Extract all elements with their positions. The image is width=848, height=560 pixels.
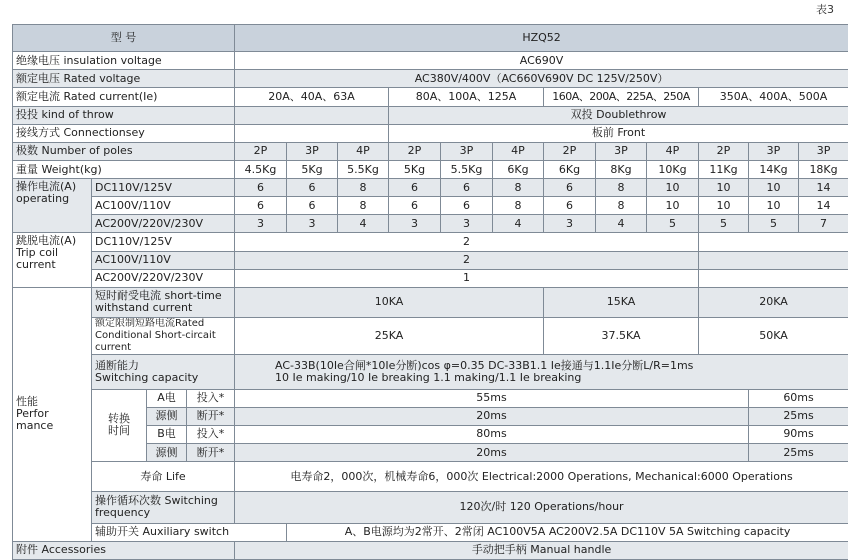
transfer-action: 投入* [187, 425, 235, 443]
operating-cell: 6 [235, 179, 287, 197]
poles-cell: 4P [647, 142, 699, 160]
throw-label: 投投 kind of throw [13, 106, 235, 124]
operating-cell: 14 [799, 197, 848, 215]
operating-cell: 10 [749, 197, 799, 215]
rated-current-group: 80A、100A、125A [389, 88, 544, 106]
auxiliary-value: A、B电源均为2常开、2常闭 AC100V5A AC200V2.5A DC110V 5A Switching capacity [287, 523, 848, 541]
short-circuit-label-line: current [95, 342, 132, 354]
trip-label-en: current [16, 258, 56, 272]
auxiliary-label: 辅助开关 Auxiliary switch [92, 523, 287, 541]
operating-cell: 3 [235, 215, 287, 233]
rated-current-group: 350A、400A、500A [699, 88, 848, 106]
rated-current-group: 160A、200A、225A、250A [544, 88, 699, 106]
weight-cell: 6Kg [544, 160, 596, 178]
short-time-label [92, 287, 235, 317]
poles-cell: 3P [441, 142, 493, 160]
transfer-time: 25ms [749, 407, 848, 425]
life-value: 电寿命2，000次，机械寿命6，000次 Electrical:2000 Operations, Mechanical:6000 Operations [235, 462, 848, 492]
short-circuit-value: 37.5KA [544, 318, 699, 355]
throw-value: 双投 Doublethrow [389, 106, 848, 124]
trip-label [13, 233, 92, 287]
poles-cell: 2P [235, 142, 287, 160]
poles-cell: 4P [493, 142, 544, 160]
short-time-label-en: withstand current [95, 301, 193, 315]
weight-cell: 5Kg [389, 160, 441, 178]
transfer-source: 源侧 [147, 443, 187, 461]
transfer-action: 断开* [187, 443, 235, 461]
operating-cell: 8 [596, 197, 647, 215]
transfer-action: 投入* [187, 389, 235, 407]
auxiliary-row [13, 523, 848, 541]
weight-cell: 5Kg [287, 160, 338, 178]
poles-cell: 3P [749, 142, 799, 160]
trip-value: 2 [235, 233, 699, 251]
poles-cell: 2P [544, 142, 596, 160]
throw-row [13, 106, 848, 124]
connection-value: 板前 Front [389, 124, 848, 142]
short-circuit-label-line: 额定限制短路电流Rated [95, 318, 205, 330]
operating-cell: 4 [493, 215, 544, 233]
poles-cell: 4P [338, 142, 389, 160]
insulation-row [13, 52, 848, 70]
trip-sub-label: AC200V/220V/230V [92, 269, 235, 287]
weight-cell: 6Kg [493, 160, 544, 178]
operating-cell: 6 [389, 179, 441, 197]
trip-label-cn: 跳脱电流(A) [16, 234, 77, 248]
operating-cell: 6 [544, 179, 596, 197]
operating-sub-label: AC100V/110V [92, 197, 235, 215]
operating-label-cn: 操作电流(A) [16, 180, 77, 194]
life-row [13, 462, 848, 492]
rated-voltage-label: 额定电压 Rated voltage [13, 70, 235, 88]
trip-row [13, 233, 848, 251]
trip-sub-label: AC100V/110V [92, 251, 235, 269]
operating-cell: 6 [287, 179, 338, 197]
poles-label: 极数 Number of poles [13, 142, 235, 160]
weight-label: 重量 Weight(kg) [13, 160, 235, 178]
operating-cell: 8 [596, 179, 647, 197]
spec-table [12, 24, 848, 560]
operating-cell: 7 [799, 215, 848, 233]
trip-empty [699, 269, 848, 287]
operating-cell: 3 [441, 215, 493, 233]
connection-empty [235, 124, 389, 142]
operating-cell: 8 [493, 179, 544, 197]
short-time-value: 10KA [235, 287, 544, 317]
performance-label-en: mance [16, 419, 54, 433]
header-row [13, 25, 848, 52]
transfer-source: B电 [147, 425, 187, 443]
short-circuit-value: 50KA [699, 318, 848, 355]
transfer-time: 90ms [749, 425, 848, 443]
trip-empty [699, 233, 848, 251]
operating-cell: 3 [389, 215, 441, 233]
operating-cell: 4 [596, 215, 647, 233]
operating-cell: 6 [235, 197, 287, 215]
short-circuit-value: 25KA [235, 318, 544, 355]
operating-row [13, 179, 848, 197]
poles-cell: 3P [799, 142, 848, 160]
weight-cell: 14Kg [749, 160, 799, 178]
header-label: 型 号 [13, 25, 235, 52]
accessories-row [13, 541, 848, 559]
trip-sub-label: DC110V/125V [92, 233, 235, 251]
rated-current-group: 20A、40A、63A [235, 88, 389, 106]
operating-cell: 6 [544, 197, 596, 215]
operating-cell: 8 [338, 197, 389, 215]
switching-value [235, 355, 848, 389]
operating-cell: 6 [389, 197, 441, 215]
transfer-label-line: 转换 [108, 412, 130, 426]
connection-label: 接线方式 Connectionsey [13, 124, 235, 142]
rated-current-row [13, 88, 848, 106]
connection-row [13, 124, 848, 142]
switching-label-cn: 通断能力 [95, 358, 139, 372]
weight-cell: 5.5Kg [338, 160, 389, 178]
operating-label-en: operating [16, 192, 70, 206]
performance-label [13, 287, 92, 541]
switching-label [92, 355, 235, 389]
accessories-label: 附件 Accessories [13, 541, 235, 559]
insulation-value: AC690V [235, 52, 848, 70]
operating-cell: 10 [647, 197, 699, 215]
short-time-value: 15KA [544, 287, 699, 317]
transfer-time: 80ms [235, 425, 749, 443]
transfer-row [13, 389, 848, 407]
performance-label-cn: 性能 [16, 395, 38, 409]
operating-cell: 10 [647, 179, 699, 197]
operating-sub-label: DC110V/125V [92, 179, 235, 197]
trip-value: 1 [235, 269, 699, 287]
performance-label-en: Perfor [16, 407, 49, 421]
short-time-row [13, 287, 848, 317]
operating-cell: 6 [441, 179, 493, 197]
operating-cell: 6 [287, 197, 338, 215]
short-circuit-label-line: Conditional Short-circait [95, 330, 216, 342]
short-circuit-label [92, 318, 235, 355]
life-label: 寿命 Life [92, 462, 235, 492]
weight-cell: 11Kg [699, 160, 749, 178]
weight-cell: 8Kg [596, 160, 647, 178]
operating-cell: 5 [647, 215, 699, 233]
weight-cell: 18Kg [799, 160, 848, 178]
operating-cell: 6 [441, 197, 493, 215]
short-time-value: 20KA [699, 287, 848, 317]
weight-cell: 10Kg [647, 160, 699, 178]
operating-cell: 8 [493, 197, 544, 215]
cycle-row [13, 492, 848, 523]
weight-row [13, 160, 848, 178]
poles-cell: 3P [287, 142, 338, 160]
operating-cell: 10 [749, 179, 799, 197]
trip-value: 2 [235, 251, 699, 269]
switching-text: 10 Ie making/10 Ie breaking 1.1 making/1.1 Ie breaking [275, 370, 582, 384]
rated-voltage-row [13, 70, 848, 88]
trip-label-en: Trip coil [16, 246, 59, 260]
operating-cell: 10 [699, 197, 749, 215]
transfer-time: 25ms [749, 443, 848, 461]
accessories-value: 手动把手柄 Manual handle [235, 541, 848, 559]
operating-cell: 14 [799, 179, 848, 197]
table-caption: 表3 [816, 3, 834, 16]
rated-current-label: 额定电流 Rated current(Ie) [13, 88, 235, 106]
operating-cell: 3 [287, 215, 338, 233]
transfer-label [92, 389, 147, 462]
switching-text: AC-33B(10Ie合闸*10Ie分断)cos φ=0.35 DC-33B1.1 Ie接通与1.1Ie分断L/R=1ms [275, 358, 694, 372]
transfer-time: 20ms [235, 407, 749, 425]
switching-row [13, 355, 848, 389]
weight-cell: 4.5Kg [235, 160, 287, 178]
rated-voltage-value: AC380V/400V（AC660V690V DC 125V/250V） [235, 70, 848, 88]
transfer-time: 60ms [749, 389, 848, 407]
poles-row [13, 142, 848, 160]
operating-row [13, 215, 848, 233]
operating-sub-label: AC200V/220V/230V [92, 215, 235, 233]
operating-label [13, 179, 92, 233]
poles-cell: 3P [596, 142, 647, 160]
poles-cell: 2P [699, 142, 749, 160]
trip-row [13, 251, 848, 269]
throw-empty [235, 106, 389, 124]
transfer-time: 20ms [235, 443, 749, 461]
trip-empty [699, 251, 848, 269]
operating-cell: 8 [338, 179, 389, 197]
cycle-label-line: 操作循环次数 Switching [95, 494, 218, 508]
operating-cell: 10 [699, 179, 749, 197]
operating-cell: 5 [749, 215, 799, 233]
transfer-time: 55ms [235, 389, 749, 407]
insulation-label: 绝缘电压 insulation voltage [13, 52, 235, 70]
transfer-source: A电 [147, 389, 187, 407]
transfer-action: 断开* [187, 407, 235, 425]
switching-label-en: Switching capacity [95, 370, 199, 384]
operating-row [13, 197, 848, 215]
operating-cell: 3 [544, 215, 596, 233]
weight-cell: 5.5Kg [441, 160, 493, 178]
poles-cell: 2P [389, 142, 441, 160]
operating-cell: 5 [699, 215, 749, 233]
operating-cell: 4 [338, 215, 389, 233]
transfer-label-line: 时间 [108, 424, 130, 438]
cycle-value: 120次/时 120 Operations/hour [235, 492, 848, 523]
short-time-label-cn: 短时耐受电流 short-time [95, 289, 222, 303]
transfer-source: 源侧 [147, 407, 187, 425]
cycle-label [92, 492, 235, 523]
short-circuit-row [13, 318, 848, 355]
trip-row [13, 269, 848, 287]
cycle-label-line: frequency [95, 506, 151, 520]
model-value: HZQ52 [235, 25, 848, 52]
